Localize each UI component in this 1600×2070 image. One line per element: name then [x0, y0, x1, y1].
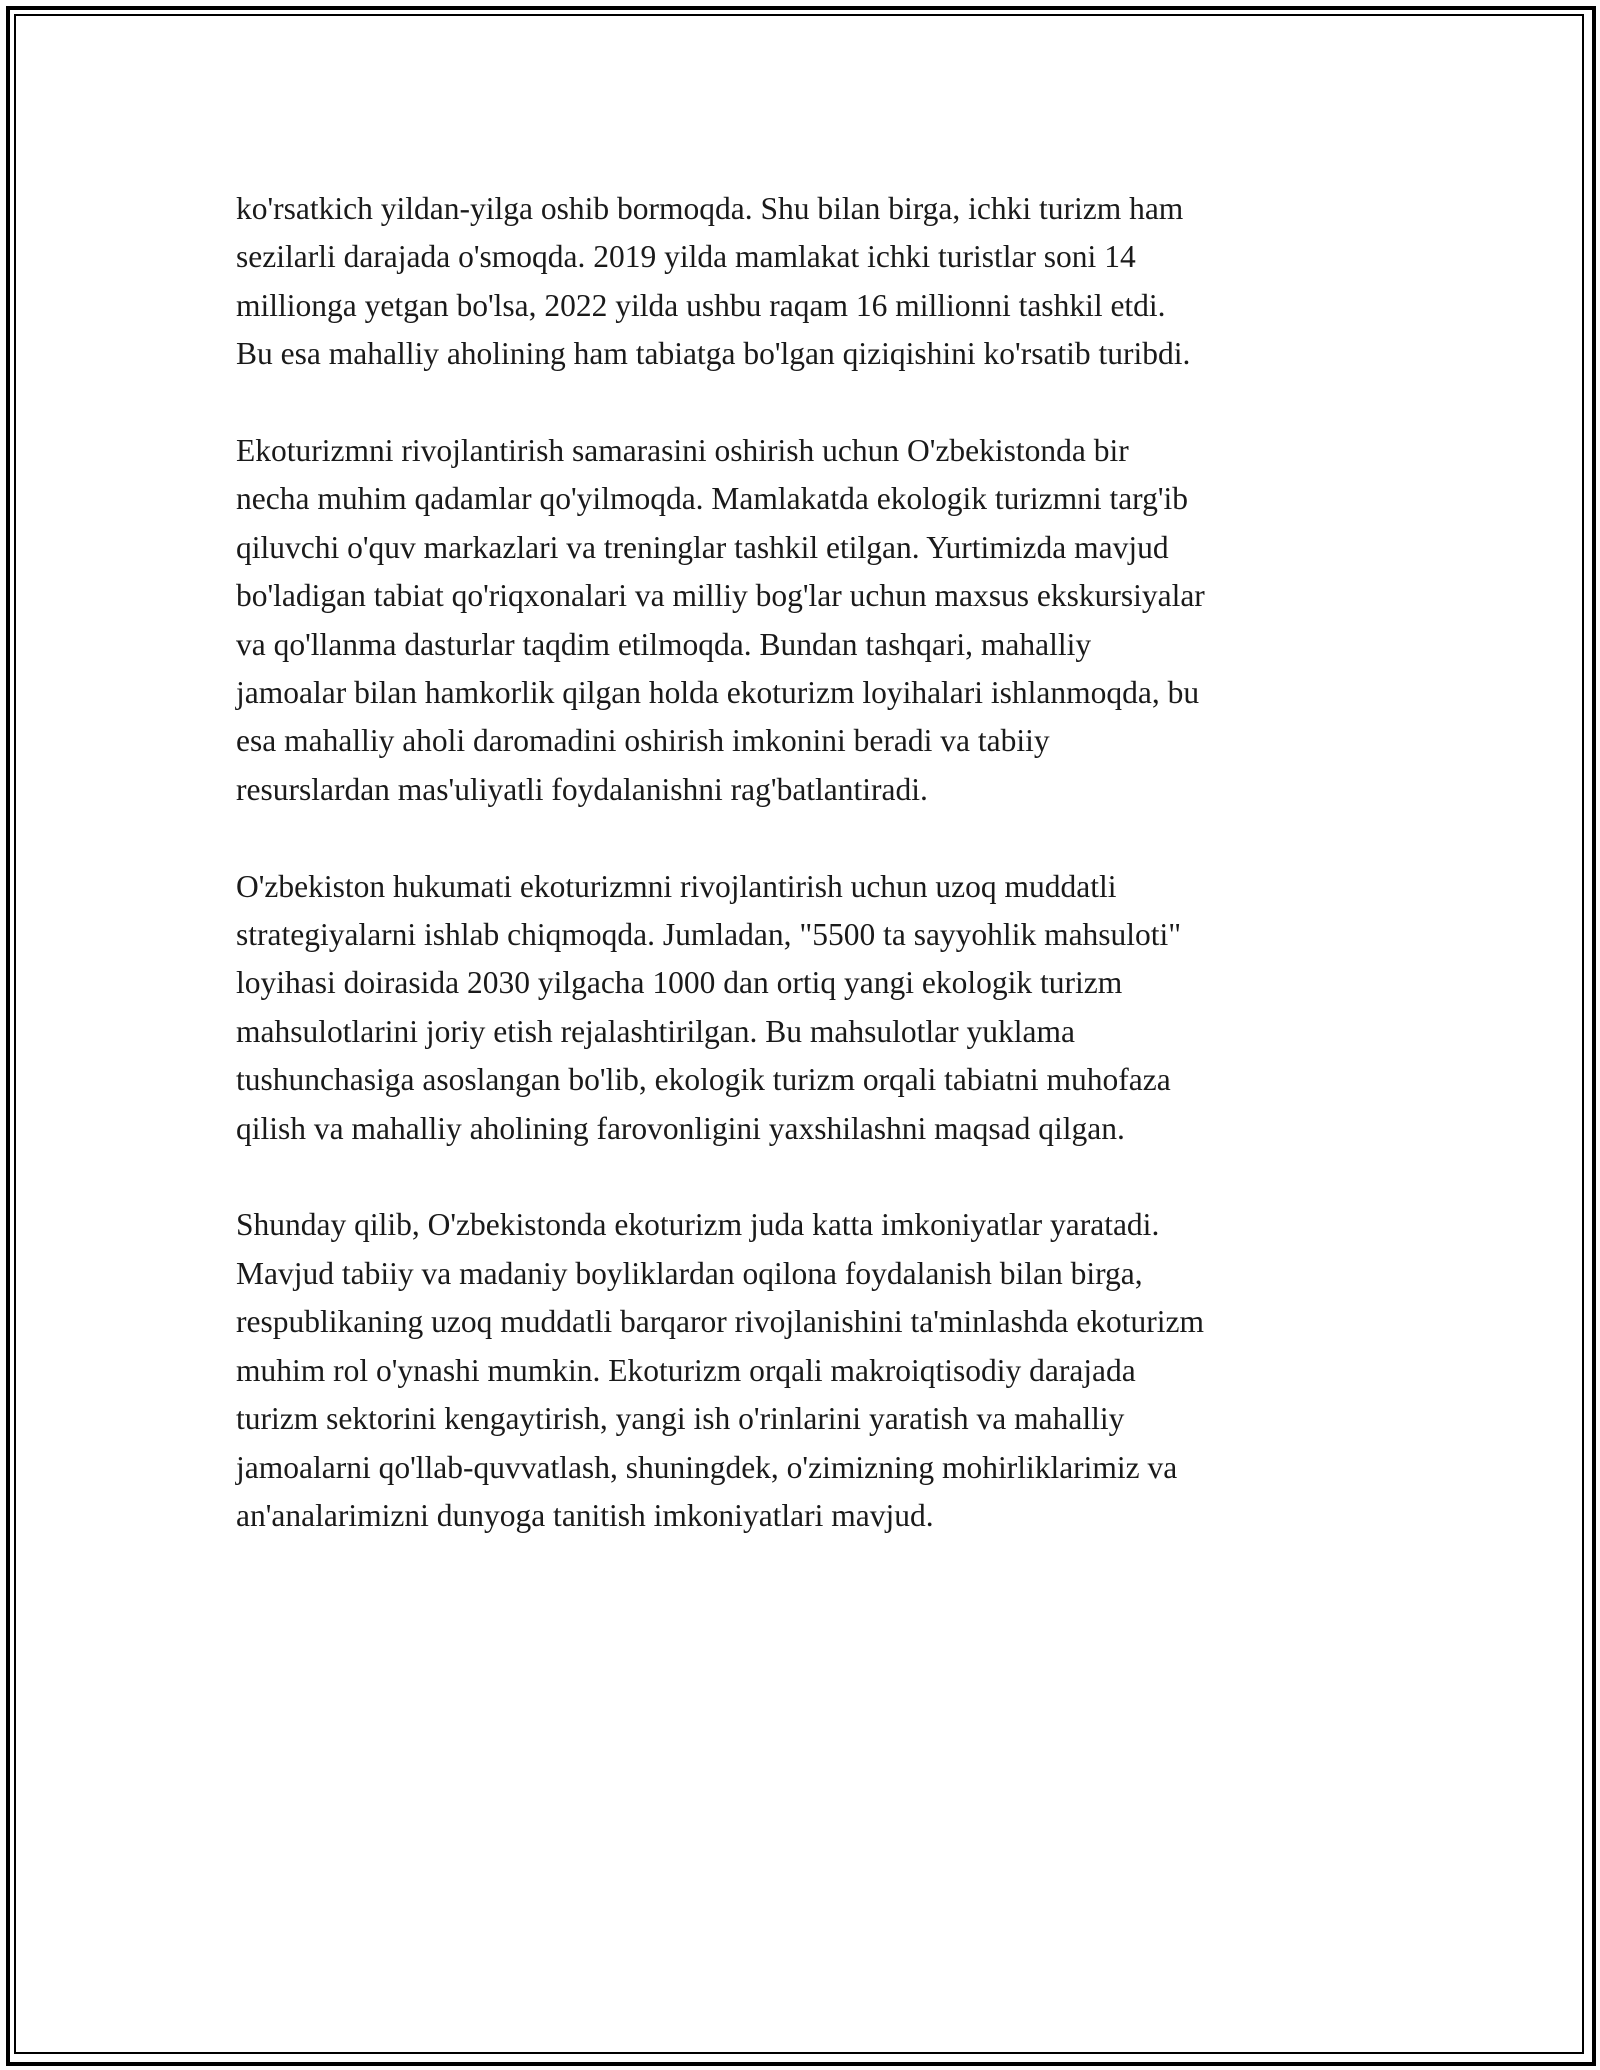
text-line: Mavjud tabiiy va madaniy boyliklardan oqilona foydalanish bilan birga, — [236, 1255, 1143, 1291]
paragraph-2 — [236, 427, 1366, 814]
text-line: Bu esa mahalliy aholining ham tabiatga bo'lgan qiziqishini ko'rsatib turibdi. — [236, 336, 1191, 372]
text-line: qiluvchi o'quv markazlari va treninglar tashkil etilgan. Yurtimizda mavjud — [236, 529, 1169, 565]
text-line: resurslardan mas'uliyatli foydalanishni rag'batlantiradi. — [236, 771, 928, 807]
text-line: esa mahalliy aholi daromadini oshirish imkonini beradi va tabiiy — [236, 723, 1050, 759]
text-line: strategiyalarni ishlab chiqmoqda. Jumladan, "5500 ta sayyohlik mahsuloti" — [236, 917, 1182, 953]
text-line: necha muhim qadamlar qo'yilmoqda. Mamlakatda ekologik turizmni targ'ib — [236, 481, 1189, 517]
text-line: tushunchasiga asoslangan bo'lib, ekologik turizm orqali tabiatni muhofaza — [236, 1062, 1171, 1098]
text-line: Shunday qilib, O'zbekistonda ekoturizm juda katta imkoniyatlar yaratadi. — [236, 1207, 1160, 1243]
text-line: muhim rol o'ynashi mumkin. Ekoturizm orqali makroiqtisodiy darajada — [236, 1352, 1136, 1388]
text-line: jamoalarni qo'llab-quvvatlash, shuningdek, o'zimizning mohirliklarimiz va — [236, 1449, 1178, 1485]
text-line: millionga yetgan bo'lsa, 2022 yilda ushbu raqam 16 millionni tashkil etdi. — [236, 287, 1166, 323]
text-line: respublikaning uzoq muddatli barqaror rivojlanishini ta'minlashda ekoturizm — [236, 1304, 1204, 1340]
text-line: mahsulotlarini joriy etish rejalashtirilgan. Bu mahsulotlar yuklama — [236, 1013, 1075, 1049]
text-line: va qo'llanma dasturlar taqdim etilmoqda. Bundan tashqari, mahalliy — [236, 626, 1092, 662]
text-line: O'zbekiston hukumati ekoturizmni rivojlantirish uchun uzoq muddatli — [236, 868, 1117, 904]
text-line: turizm sektorini kengaytirish, yangi ish o'rinlarini yaratish va mahalliy — [236, 1401, 1125, 1437]
paragraph-4 — [236, 1201, 1366, 1540]
text-line: an'analarimizni dunyoga tanitish imkoniyatlari mavjud. — [236, 1497, 934, 1533]
text-line: Ekoturizmni rivojlantirish samarasini oshirish uchun O'zbekistonda bir — [236, 433, 1129, 469]
text-line: ko'rsatkich yildan-yilga oshib bormoqda. Shu bilan birga, ichki turizm ham — [236, 191, 1184, 226]
text-line: sezilarli darajada o'smoqda. 2019 yilda mamlakat ichki turistlar soni 14 — [236, 239, 1136, 275]
paragraph-1 — [236, 185, 1366, 379]
text-line: bo'ladigan tabiat qo'riqxonalari va milliy bog'lar uchun maxsus ekskursiyalar — [236, 578, 1205, 614]
text-line: qilish va mahalliy aholining farovonligini yaxshilashni maqsad qilgan. — [236, 1110, 1125, 1146]
paragraph-3 — [236, 863, 1366, 1153]
text-line: jamoalar bilan hamkorlik qilgan holda ekoturizm loyihalari ishlanmoqda, bu — [236, 675, 1200, 711]
text-line: loyihasi doirasida 2030 yilgacha 1000 dan ortiq yangi ekologik turizm — [236, 965, 1123, 1001]
document-body — [236, 185, 1366, 1589]
